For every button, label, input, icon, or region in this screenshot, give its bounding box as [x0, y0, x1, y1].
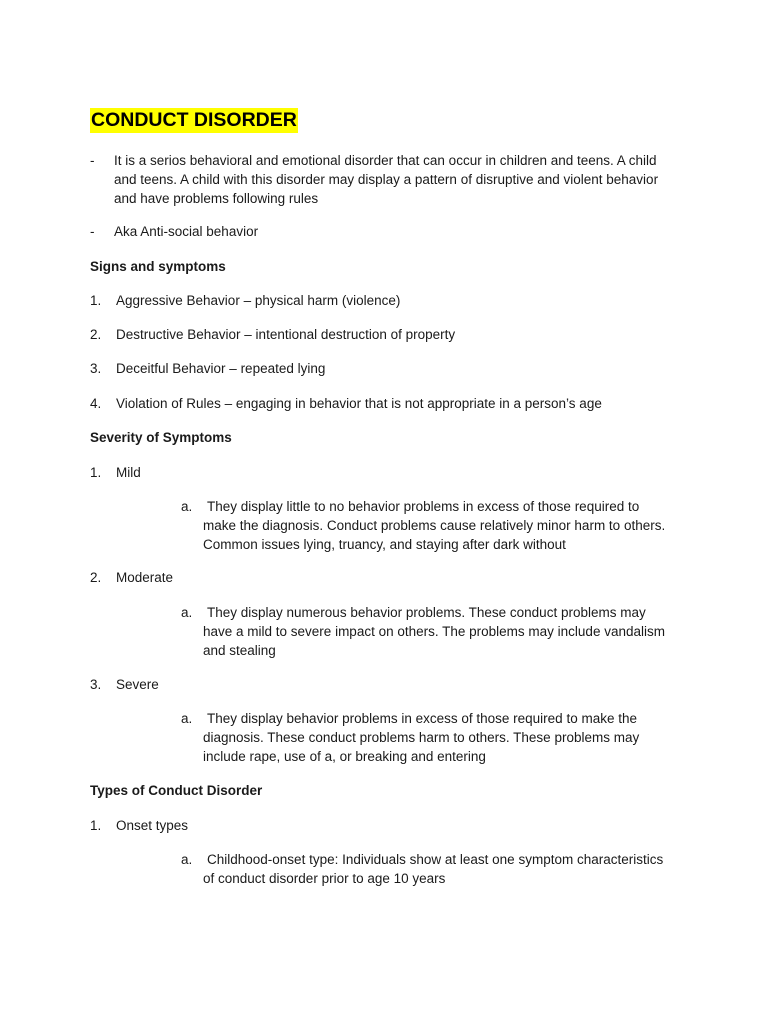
text-line: It is a serios behavioral and emotional disorder that can occur in children and teens. A child: [114, 153, 657, 168]
text-line: and teens. A child with this disorder may display a pattern of disruptive and violent behavior: [114, 172, 659, 187]
text-line: diagnosis. These conduct problems harm to others. These problems may: [203, 730, 640, 745]
text-line: They display little to no behavior problems in excess of those required to: [207, 499, 640, 514]
aka-line: Aka Anti-social behavior: [114, 224, 259, 239]
list-item-moderate: Moderate: [116, 570, 174, 585]
bullet-marker: -: [90, 224, 95, 239]
list-number: 1.: [90, 293, 102, 308]
text-line: include rape, use of a, or breaking and entering: [203, 749, 486, 764]
list-number: 4.: [90, 396, 102, 411]
list-item: Destructive Behavior – intentional destruction of property: [116, 327, 456, 342]
sub-list-letter: a.: [181, 711, 193, 726]
text-line: Childhood-onset type: Individuals show at least one symptom characteristics: [207, 852, 664, 867]
sub-list-item: [203, 497, 683, 554]
list-item: Aggressive Behavior – physical harm (violence): [116, 293, 401, 308]
text-line: and have problems following rules: [114, 191, 319, 206]
text-line: and stealing: [203, 643, 276, 658]
list-item-mild: Mild: [116, 465, 141, 480]
document-title: CONDUCT DISORDER: [91, 109, 297, 131]
list-item-severe: Severe: [116, 677, 159, 692]
list-number: 2.: [90, 570, 102, 585]
section-heading-types: Types of Conduct Disorder: [90, 783, 263, 798]
list-item: Deceitful Behavior – repeated lying: [116, 361, 326, 376]
text-line: have a mild to severe impact on others. The problems may include vandalism: [203, 624, 665, 639]
definition-paragraph: [114, 151, 684, 208]
list-item: Violation of Rules – engaging in behavior that is not appropriate in a person’s age: [116, 396, 602, 411]
section-heading-signs: Signs and symptoms: [90, 259, 226, 274]
sub-list-letter: a.: [181, 499, 193, 514]
text-line: They display numerous behavior problems. These conduct problems may: [207, 605, 646, 620]
sub-list-item: [203, 603, 683, 660]
text-line: make the diagnosis. Conduct problems cause relatively minor harm to others.: [203, 518, 666, 533]
list-number: 3.: [90, 677, 102, 692]
list-number: 2.: [90, 327, 102, 342]
sub-list-letter: a.: [181, 852, 193, 867]
list-item-onset-types: Onset types: [116, 818, 189, 833]
sub-list-item: [203, 709, 683, 766]
bullet-marker: -: [90, 153, 95, 168]
section-heading-severity: Severity of Symptoms: [90, 430, 232, 445]
list-number: 3.: [90, 361, 102, 376]
text-line: Common issues lying, truancy, and staying after dark without: [203, 537, 566, 552]
text-line: They display behavior problems in excess of those required to make the: [207, 711, 637, 726]
sub-list-item: [203, 850, 683, 888]
sub-list-letter: a.: [181, 605, 193, 620]
text-line: of conduct disorder prior to age 10 years: [203, 871, 446, 886]
list-number: 1.: [90, 465, 102, 480]
list-number: 1.: [90, 818, 102, 833]
